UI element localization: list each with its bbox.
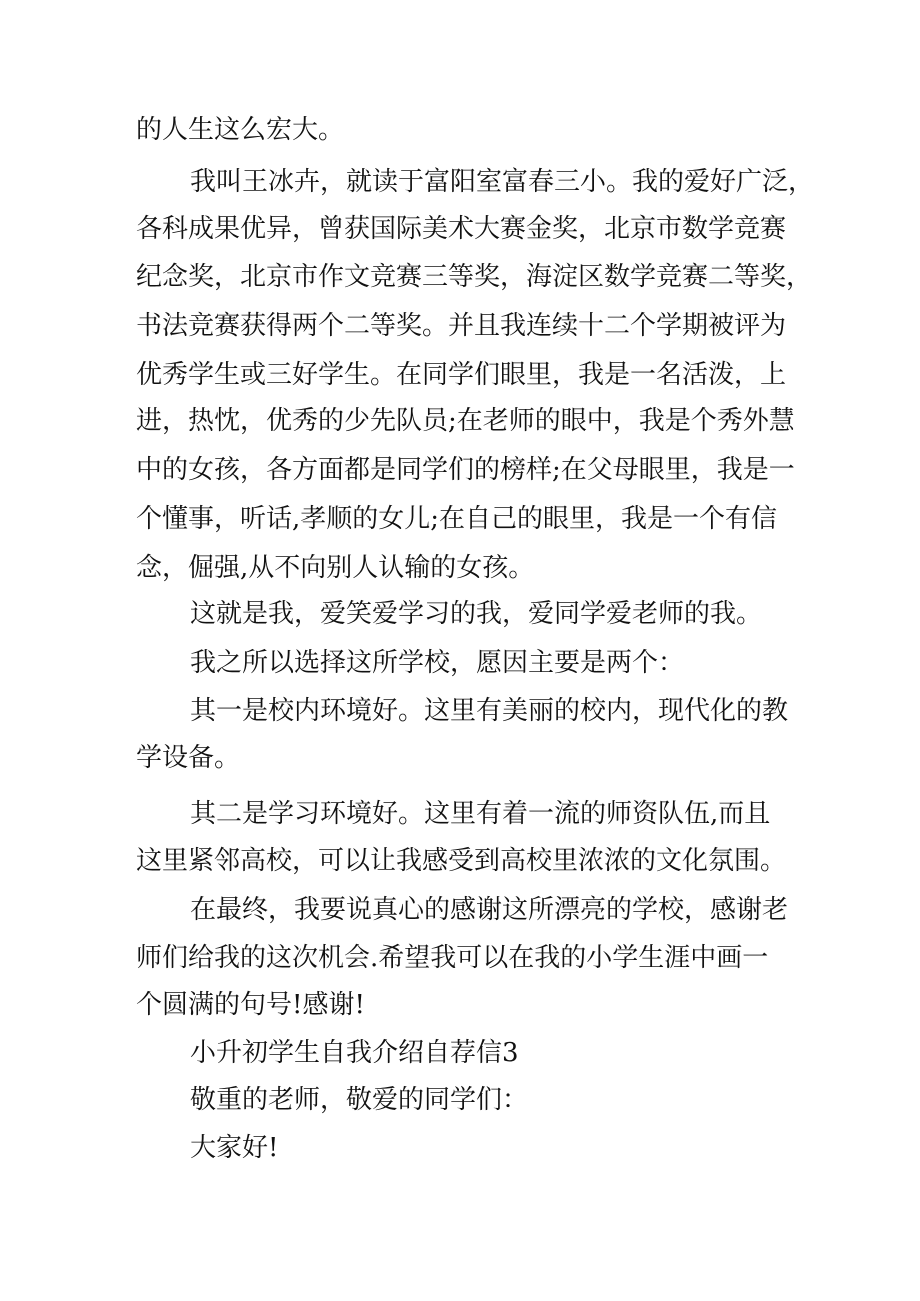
text-line: 书法竞赛获得两个二等奖。并且我连续十二个学期被评为 <box>136 311 787 341</box>
text-line: 念，倔强,从不向别人认输的女孩。 <box>136 553 535 583</box>
text-line: 中的女孩，各方面都是同学们的榜样;在父母眼里，我是一 <box>136 455 795 485</box>
text-line: 各科成果优异，曾获国际美术大赛金奖，北京市数学竞赛 <box>136 214 787 244</box>
text-line: 我叫王冰卉，就读于富阳室富春三小。我的爱好广泛， <box>190 167 815 197</box>
text-line: 大家好! <box>190 1133 279 1163</box>
text-line: 个懂事，听话,孝顺的女儿;在自己的眼里，我是一个有信 <box>136 504 778 534</box>
text-line: 小升初学生自我介绍自荐信3 <box>190 1038 519 1068</box>
text-line: 个圆满的句号!感谢! <box>136 990 365 1020</box>
text-line: 的人生这么宏大。 <box>136 115 345 145</box>
text-line: 学设备。 <box>136 743 241 773</box>
text-line: 师们给我的这次机会.希望我可以在我的小学生涯中画一 <box>136 943 769 973</box>
text-line: 其一是校内环境好。这里有美丽的校内，现代化的教 <box>190 696 789 726</box>
text-line: 在最终，我要说真心的感谢这所漂亮的学校，感谢老 <box>190 895 789 925</box>
text-line: 优秀学生或三好学生。在同学们眼里，我是一名活泼，上 <box>136 360 787 390</box>
text-line: 其二是学习环境好。这里有着一流的师资队伍,而且 <box>190 799 771 829</box>
text-line: 我之所以选择这所学校，愿因主要是两个： <box>190 648 685 678</box>
text-line: 敬重的老师，敬爱的同学们： <box>190 1085 529 1115</box>
text-line: 进，热忱，优秀的少先队员;在老师的眼中，我是个秀外慧 <box>136 406 795 436</box>
text-line: 这里紧邻高校，可以让我感受到高校里浓浓的文化氛围。 <box>136 846 787 876</box>
text-line: 这就是我，爱笑爱学习的我，爱同学爱老师的我。 <box>190 599 763 629</box>
text-line: 纪念奖，北京市作文竞赛三等奖，海淀区数学竞赛二等奖， <box>136 262 813 292</box>
